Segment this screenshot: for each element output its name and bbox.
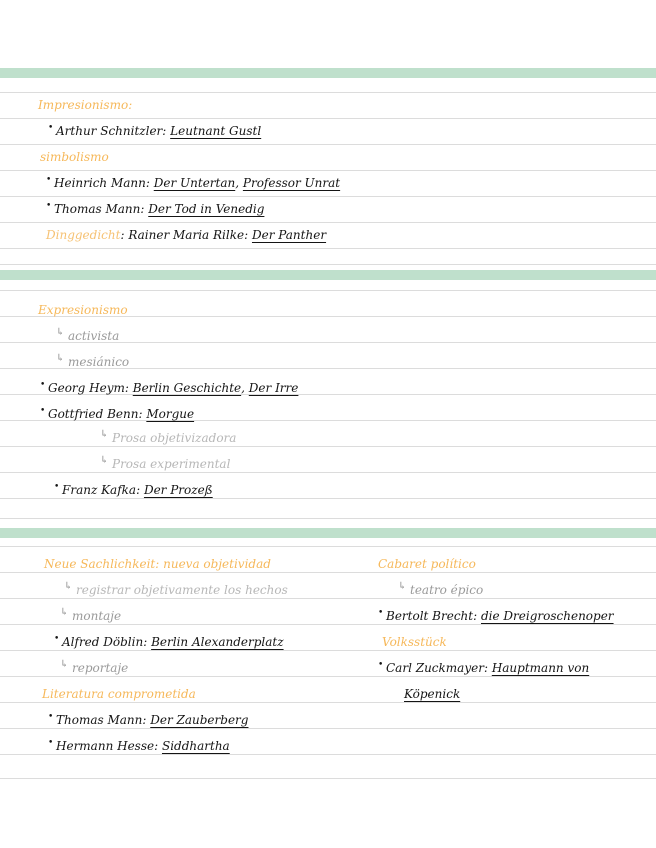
rule-line — [0, 676, 656, 677]
bullet-dot-icon: • — [48, 123, 54, 133]
author-name: Alfred Döblin — [62, 635, 144, 649]
highlighted-term: Dinggedicht — [46, 228, 121, 242]
sub-point — [56, 354, 129, 370]
sub-point — [100, 430, 236, 446]
work-title: Berlin Geschichte — [132, 381, 242, 395]
list-item — [46, 175, 340, 191]
section-band — [0, 270, 656, 280]
sub-point-text: Prosa experimental — [112, 457, 231, 471]
sub-heading — [40, 149, 109, 165]
author-name: Bertolt Brecht — [386, 609, 474, 623]
section-band — [0, 528, 656, 538]
section-heading — [38, 97, 132, 113]
rule-line — [0, 144, 656, 145]
rule-line — [0, 598, 656, 599]
rule-line — [0, 264, 656, 265]
author-name: Rainer Maria Rilke — [128, 228, 245, 242]
work-title: Der Panther — [251, 228, 327, 242]
work-title: Der Tod in Venedig — [148, 202, 265, 216]
sub-point — [60, 608, 121, 624]
rule-line — [0, 170, 656, 171]
sub-point — [100, 456, 230, 472]
section-band — [0, 68, 656, 78]
section-heading — [378, 556, 476, 572]
sub-point-text: activista — [68, 329, 120, 343]
section-heading — [382, 634, 447, 650]
bullet-dot-icon: • — [54, 482, 60, 492]
rule-line — [0, 624, 656, 625]
sub-arrow-icon: ↳ — [56, 327, 65, 338]
rule-line — [0, 650, 656, 651]
rule-line — [0, 290, 656, 291]
list-item — [378, 608, 614, 624]
colon: : — [473, 609, 478, 623]
heading-text: Impresionismo — [38, 98, 129, 112]
sub-point-text: registrar objetivamente los hechos — [76, 583, 288, 597]
work-title: Morgue — [146, 407, 195, 421]
sub-point — [60, 660, 128, 676]
comma: , — [241, 381, 245, 395]
rule-line — [0, 248, 656, 249]
sub-point-text: teatro épico — [410, 583, 484, 597]
colon: : — [140, 202, 145, 216]
colon: : — [128, 98, 133, 112]
list-item — [54, 634, 284, 650]
rule-line — [0, 222, 656, 223]
rule-line — [0, 196, 656, 197]
work-title: Der Untertan — [153, 176, 236, 190]
colon: : — [142, 713, 147, 727]
heading-translation: nueva objetividad — [163, 557, 271, 571]
colon: : — [138, 407, 143, 421]
bullet-dot-icon: • — [40, 380, 46, 390]
list-item — [48, 712, 248, 728]
colon: : — [124, 381, 129, 395]
sub-arrow-icon: ↳ — [100, 429, 109, 440]
work-title: Siddhartha — [161, 739, 230, 753]
list-item — [378, 660, 589, 676]
heading-text: Volksstück — [382, 635, 447, 649]
author-name: Georg Heym — [48, 381, 125, 395]
sub-point — [56, 328, 119, 344]
bullet-dot-icon: • — [48, 738, 54, 748]
sub-point-text: mesiánico — [68, 355, 130, 369]
colon: : — [143, 635, 148, 649]
rule-line — [0, 778, 656, 779]
list-item — [48, 123, 261, 139]
section-heading — [42, 686, 196, 702]
work-title: Professor Unrat — [242, 176, 341, 190]
sub-arrow-icon: ↳ — [56, 353, 65, 364]
author-name: Arthur Schnitzler — [56, 124, 163, 138]
rule-line — [0, 728, 656, 729]
section-heading — [44, 556, 271, 572]
colon: : — [244, 228, 249, 242]
rule-line — [0, 472, 656, 473]
rule-line — [0, 572, 656, 573]
author-name: Franz Kafka — [62, 483, 137, 497]
sub-point — [64, 582, 288, 598]
author-name: Heinrich Mann — [54, 176, 146, 190]
author-name: Thomas Mann — [54, 202, 141, 216]
list-item — [46, 201, 264, 217]
rule-line — [0, 92, 656, 93]
heading-text: Cabaret político — [378, 557, 476, 571]
sub-point — [398, 582, 483, 598]
rule-line — [0, 702, 656, 703]
colon: : — [162, 124, 167, 138]
list-item — [54, 482, 213, 498]
sub-arrow-icon: ↳ — [60, 659, 69, 670]
bullet-dot-icon: • — [54, 634, 60, 644]
bullet-dot-icon: • — [40, 406, 46, 416]
list-item — [40, 380, 298, 396]
colon: : — [155, 557, 160, 571]
work-title: Berlin Alexanderplatz — [151, 635, 284, 649]
sub-point-text: Prosa objetivizadora — [112, 431, 237, 445]
sub-point-text: reportaje — [72, 661, 129, 675]
comma: , — [235, 176, 240, 190]
rule-line — [0, 118, 656, 119]
colon: : — [120, 228, 125, 242]
bullet-dot-icon: • — [378, 608, 384, 618]
sub-arrow-icon: ↳ — [64, 581, 73, 592]
heading-text: Expresionismo — [38, 303, 128, 317]
sub-arrow-icon: ↳ — [100, 455, 109, 466]
heading-text: simbolismo — [40, 150, 109, 164]
work-title: Leutnant Gustl — [170, 124, 262, 138]
work-title: Hauptmann von — [491, 661, 590, 675]
author-name: Hermann Hesse — [56, 739, 155, 753]
rule-line — [0, 518, 656, 519]
work-title: Der Zauberberg — [150, 713, 249, 727]
colon: : — [483, 661, 488, 675]
list-item-continuation — [404, 686, 460, 702]
work-title: die Dreigroschenoper — [480, 609, 614, 623]
rule-line — [0, 546, 656, 547]
sub-arrow-icon: ↳ — [398, 581, 407, 592]
author-name: Thomas Mann — [56, 713, 143, 727]
colon: : — [136, 483, 141, 497]
author-name: Gottfried Benn — [48, 407, 139, 421]
bullet-dot-icon: • — [46, 201, 52, 211]
colon: : — [145, 176, 150, 190]
heading-text: Literatura comprometida — [42, 687, 196, 701]
work-title: Der Prozeß — [143, 483, 213, 497]
work-title: Der Irre — [248, 381, 299, 395]
heading-text: Neue Sachlichkeit — [44, 557, 156, 571]
rule-line — [0, 498, 656, 499]
list-item — [48, 738, 230, 754]
rule-line — [0, 754, 656, 755]
work-title: Köpenick — [404, 687, 461, 701]
bullet-dot-icon: • — [48, 712, 54, 722]
sub-point-text: montaje — [72, 609, 122, 623]
sub-arrow-icon: ↳ — [60, 607, 69, 618]
author-name: Carl Zuckmayer — [386, 661, 484, 675]
list-item — [40, 406, 194, 422]
bullet-dot-icon: • — [46, 175, 52, 185]
section-heading — [38, 302, 128, 318]
bullet-dot-icon: • — [378, 660, 384, 670]
rule-line — [0, 446, 656, 447]
colon: : — [154, 739, 159, 753]
list-item — [46, 227, 326, 243]
